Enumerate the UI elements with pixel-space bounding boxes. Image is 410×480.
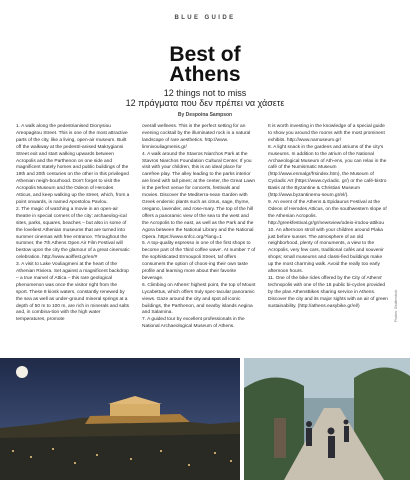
- page-title: [0, 45, 410, 85]
- article-column-3: It is worth investing in the knowledge of a special guide to show you around the rooms with the most prominent exhibits. http://www.namuseum.gr/ 8. A light snack in the gardens and atriums of the city's museums. In addition to the atrium of the National Archaeological Museum of Ath-ens, you can relax in the café of the Numismatic Museum (http://www.enmalgr/frsindex.htm), the Museum of Cycladic Art (https://www.cycladic. gr/) or the café-bistro Basis at the Byzantine & Christian Museum (http://www.byzantinemu-seum.gr/el/). 9. An event of the Athens & Epidaurus Festival at the Odeon of Herodes Atticus, on the southwestern slope of the Athenian Acropolis. http://greekfestival.gr/gr/newsview/odeio-irodou-attikou 10. An afternoon stroll with your children around Plaka just before sunset. The atmosphere of an old neighborhood, plenty of monuments, a view to the Acropolis, very few cars, traditional cafés and souvenir shops; small museums and classi-fied buildings make up the most charming walk. Avoid the really too early afternoon hours. 11. One of the bike rides offered by the City of Athens' technopolis with one of the 18 public bi-cycles provided by the plan AthensBikes sharing service in Athens. Discover the city and its major sights with an air of green sustainability. (http://athens.easybike.gr/el/): [268, 124, 388, 309]
- subtitle-greek: 12 πράγματα που δεν πρέπει να χάσετε: [125, 98, 285, 108]
- byline: By Despoina Sampson: [177, 112, 233, 118]
- article-column-2: overall wellness. This is the perfect setting for an evening cocktail by the illuminated rock in a natural landscape of rare aesthetics. http://www. limnivouliagmenis.gr/ 4. A walk around the Stavros Niarchos Park at the Stavros Niarchos Foundation Cultural Center. If you visit with your children, this is an ideal place for carefree play. The alley leading to the parks interior are lined with tall pines; at the center, the Great Lawn is the perfect venue for concerts, festivals and movies. Discover the Mediterra-nean Garden with Greek endemic plants such as citrus, sage, thyme, oregano, lavender, and rose-mary. The top of the hill offers a panoramic view of the sea to the west and the Acropolis to the east, as well as the Park and the Agora between the National Library and the National Opera. https://www.snfcc.org/?lang=1 5. A top-quality espresso in one of the first shops to become part of the 'third coffee wave'. At number 7 of the sophisticated Ermoupoli Street, taf offers consumers the option of choos-ing their own taste profile and learning more about their favorite beverage. 6. Climbing on Athens' highest point, the top of Mount Lycabettus, which offers truly spec-tacular panoramic views. Gaze around the city and spot all iconic buildings, the Parthenon, and nearby islands Aegina and Salamina. 7. A guided tour by excellent professionals in the National Archaeological Museum of Athens.: [142, 124, 256, 330]
- subtitle-english: 12 things not to miss: [163, 88, 247, 98]
- title-line-1: Best of: [169, 43, 241, 66]
- title-line-2: Athens: [169, 63, 241, 86]
- article-column-1: 1. A walk along the pedestrianised Dionysiou Areopagitou Street. This is one of the most attractive parts of the city, like a living, open-air museum. Built off the walkway at the pedestri-anised Makrygianni Street exit and start walking upwards between Acropolis and the Parthenon on one side and magnificent stately homes and public buildings of the 19th and 20th centuries on the other in this privileged Athenian neigh-bourhood. Don't forget to visit the Acropolis Museum and the Odeon of Herodes Atticus, and keep walking up the street, which, from a point onwards, is named Apostolou Pavlou. 2. The magic of watching a movie in an open-air theatre in special corners of the city: archaeolog-ical sites, parks, squares, beaches – but also in some of the loveliest Athenian museums that are turned into summer cinemas with free entrance. Throughout the summer, the 7th Athens Open Air Film Festival will bestow upon the city the glamour of a great cinematic celebration. http://www.aoiffest.gr/en/# 3. A visit to Lake Vouliagmeni at the heart of the Athenian Riviera. Set against a magnificent backdrop – a true marvel of Attica – this rare geological phenomenon was once the visitor right from the sport. These 8 kiosk waters, constantly renewed by the sea as well as under-ground mineral springs at a depth of 50 m to 100 m, are rich in minerals and salts and, in combina-tion with the high water temperatures, promote: [16, 124, 130, 323]
- plaka-street-photo: [244, 358, 410, 480]
- photo-credit: Photos: Shutterstock: [394, 289, 398, 322]
- acropolis-night-photo: [0, 358, 240, 480]
- section-kicker: BLUE GUIDE: [174, 15, 236, 21]
